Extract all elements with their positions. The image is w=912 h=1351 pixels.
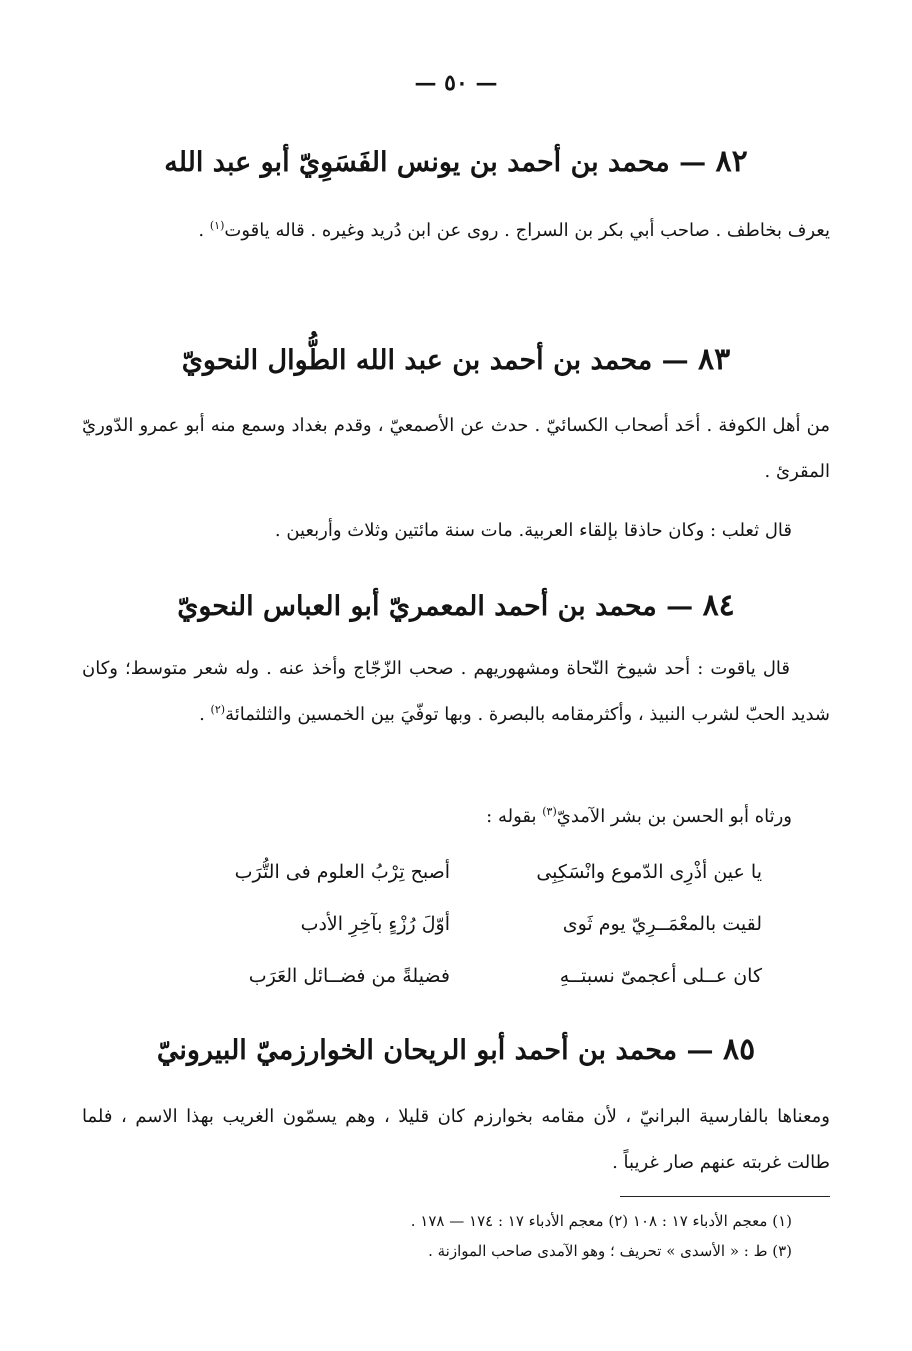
entry-title: — محمد بن أحمد بن عبد الله الطُّوال النحويّ xyxy=(181,345,689,376)
entry-heading-84 xyxy=(120,586,792,627)
paragraph-text: ورثاه أبو الحسن بن بشر الآمديّ xyxy=(556,806,792,827)
verse-second-hemistich: أصبح تِرْبُ العلوم فى التُّرَب xyxy=(234,861,450,883)
paragraph-tail: . xyxy=(198,220,210,241)
entry-heading-83 xyxy=(120,340,792,381)
entry-85-paragraph xyxy=(82,1094,830,1186)
verse-line xyxy=(150,852,762,892)
page-number: — ٥٠ — xyxy=(414,70,498,96)
footnote-ref: (٢) xyxy=(210,703,226,716)
paragraph-text: قال ياقوت : أحد شيوخ النّحاة ومشهوريهم . صحب الزّجّاج وأخذ عنه . وله شعر متوسط؛ وكان شديد الحبّ لشرب النبيذ ، وأكثرمقامه بالبصرة . وبها توفّيَ بين الخمسين والثلثمائة xyxy=(82,658,830,725)
paragraph-text: من أهل الكوفة . أحَد أصحاب الكسائيّ . حدث عن الأصمعيّ ، وقدم بغداد وسمع منه أبو عمرو الدّوريّ المقرئ . xyxy=(82,415,830,482)
footnote-ref: (٣) xyxy=(542,805,557,818)
entry-title: — محمد بن أحمد المعمريّ أبو العباس النحويّ xyxy=(177,591,694,622)
footnote-line: (٣) ط : « الأسدى » تحريف ؛ وهو الآمدى صاحب الموازنة . xyxy=(428,1242,792,1260)
verse-first-hemistich: لقيت بالمعْمَــرِيّ يوم ثَوى xyxy=(562,913,762,935)
entry-heading-85 xyxy=(120,1030,792,1071)
entry-84-paragraph-1 xyxy=(82,646,830,738)
footnote-ref: (١) xyxy=(209,219,225,232)
entry-83-paragraph-1 xyxy=(82,403,830,495)
paragraph-tail: بقوله : xyxy=(486,806,543,827)
entry-84-paragraph-2 xyxy=(82,794,792,840)
verse-line xyxy=(150,956,762,996)
verse-second-hemistich: فضيلةً من فضــائل العَرَب xyxy=(248,965,450,987)
footnotes xyxy=(82,1206,792,1266)
verse-first-hemistich: كان عــلى أعجمىّ نسبتــهِ xyxy=(559,965,762,987)
entry-82-paragraph xyxy=(82,208,830,254)
entry-number: ٨٢ xyxy=(715,144,748,179)
entry-title: — محمد بن أحمد بن يونس الفَسَوِيّ أبو عبد الله xyxy=(164,147,707,178)
verse-line xyxy=(150,904,762,944)
footnote-line: (١) معجم الأدباء ١٧ : ١٠٨ (٢) معجم الأدباء ١٧ : ١٧٤ — ١٧٨ . xyxy=(410,1212,792,1230)
verse-second-hemistich: أوّلَ رُزْءٍ بآخِرِ الأدب xyxy=(300,913,450,935)
entry-number: ٨٥ xyxy=(722,1032,756,1067)
paragraph-text: يعرف بخاطف . صاحب أبي بكر بن السراج . روى عن ابن دُريد وغيره . قاله ياقوت xyxy=(224,220,830,241)
paragraph-tail: . xyxy=(199,704,211,725)
paragraph-text: قال ثعلب : وكان حاذقا بإلقاء العربية. مات سنة مائتين وثلاث وأربعين . xyxy=(274,520,792,541)
footnote-divider xyxy=(620,1196,830,1197)
entry-number: ٨٣ xyxy=(698,342,731,377)
entry-heading-82 xyxy=(120,142,792,183)
entry-number: ٨٤ xyxy=(702,588,735,623)
entry-title: — محمد بن أحمد أبو الريحان الخوارزميّ البيرونيّ xyxy=(156,1035,714,1066)
paragraph-text: ومعناها بالفارسية البرانيّ ، لأن مقامه بخوارزم كان قليلا ، وهم يسمّون الغريب بهذا الاسم ، فلما طالت غربته عنهم صار غريباً . xyxy=(82,1106,830,1173)
verse-first-hemistich: يا عين أذْرِى الدّموع وانْسَكِبِى xyxy=(536,861,762,883)
entry-83-paragraph-2 xyxy=(82,508,792,554)
